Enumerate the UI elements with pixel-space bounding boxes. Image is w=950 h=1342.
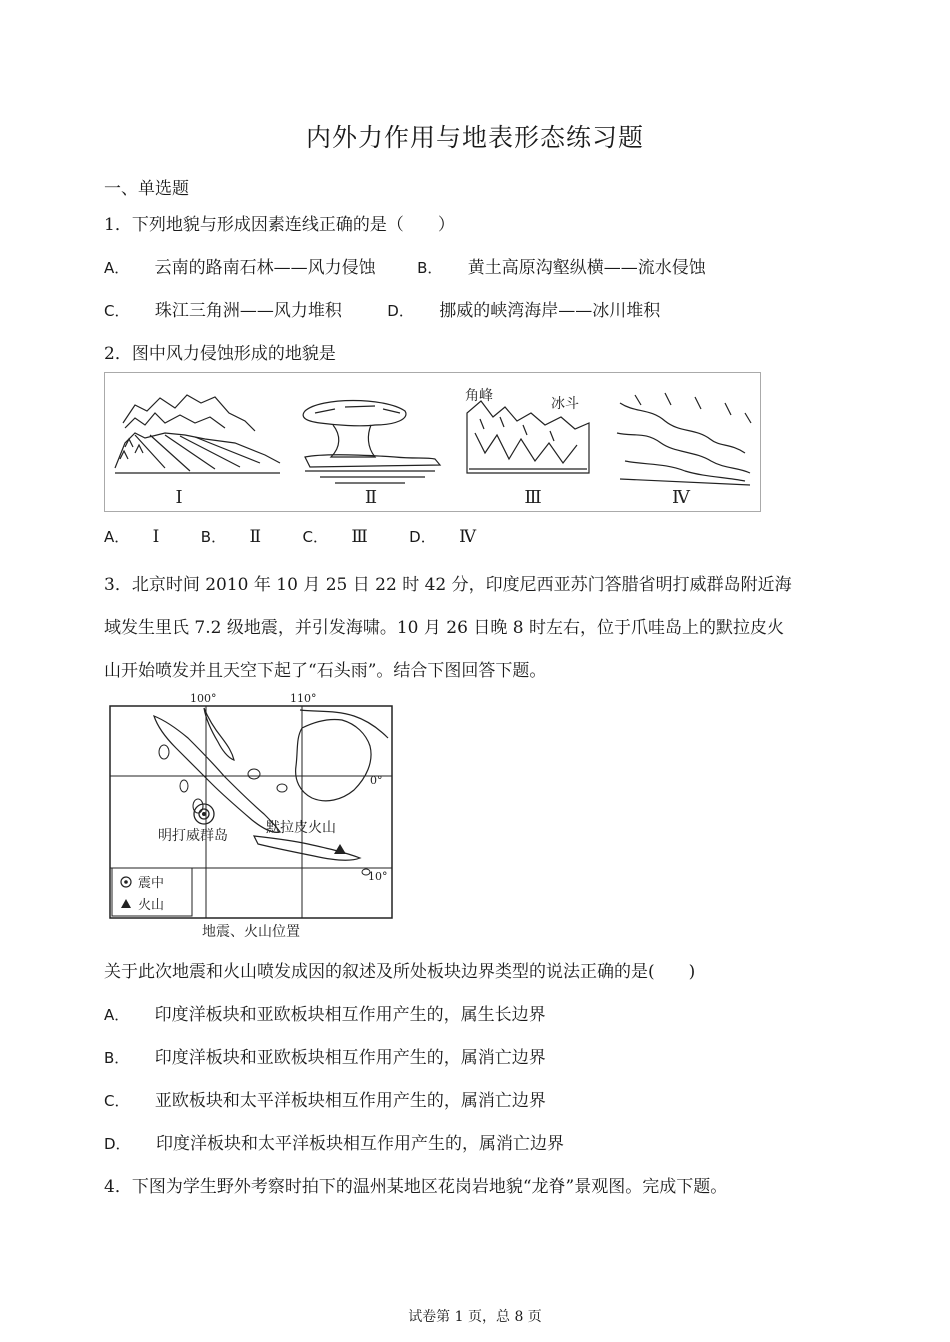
landform-figure xyxy=(104,372,761,512)
question-3-option-d xyxy=(104,1129,564,1154)
epicenter-dot xyxy=(202,812,206,816)
sketch-glacial-valley xyxy=(617,393,751,485)
lon-110-label: 110° xyxy=(290,692,317,705)
lon-100-label: 100° xyxy=(190,692,217,705)
option-d-text: 印度洋板块和太平洋板块相互作用产生的，属消亡边界 xyxy=(155,1134,564,1154)
option-b-text: 黄土高原沟壑纵横——流水侵蚀 xyxy=(467,258,706,278)
option-c-text: Ⅲ xyxy=(351,527,368,547)
option-d-label: D． xyxy=(409,528,436,546)
option-d-text: Ⅳ xyxy=(459,527,477,547)
option-a-text: 印度洋板块和亚欧板块相互作用产生的，属生长边界 xyxy=(154,1005,546,1025)
question-4-stem: 4．下图为学生野外考察时拍下的温州某地区花岗岩地貌“龙脊”景观图。完成下题。 xyxy=(104,1177,728,1197)
page-title: 内外力作用与地表形态练习题 xyxy=(305,123,644,152)
place-label-islands: 明打威群岛 xyxy=(158,828,228,844)
question-2-stem: 2．图中风力侵蚀形成的地貌是 xyxy=(104,344,336,364)
option-a-label: A． xyxy=(104,528,130,546)
option-c-label: C． xyxy=(104,1092,130,1110)
map-svg xyxy=(104,688,399,944)
option-c-text: 珠江三角洲——风力堆积 xyxy=(154,301,342,321)
sumatra-outline xyxy=(154,716,280,832)
option-b-text: Ⅱ xyxy=(249,527,262,547)
malay-peninsula-outline xyxy=(204,708,234,760)
option-a-label: A． xyxy=(104,1006,130,1024)
option-a-label: A． xyxy=(104,259,130,277)
question-3-stem-line3: 山开始喷发并且天空下起了“石头雨”。结合下图回答下题。 xyxy=(104,661,547,681)
earthquake-volcano-map xyxy=(104,688,399,944)
question-3-option-a xyxy=(104,1000,546,1025)
figure-numeral-4: Ⅳ xyxy=(672,487,690,508)
option-b-label: B． xyxy=(417,259,443,277)
figure-numeral-3: Ⅲ xyxy=(524,487,542,508)
option-b-label: B． xyxy=(200,528,227,546)
option-b-text: 印度洋板块和亚欧板块相互作用产生的，属消亡边界 xyxy=(154,1048,546,1068)
option-c-label: C． xyxy=(302,528,328,546)
question-3-option-c xyxy=(104,1086,546,1111)
lat-10-label: 10° xyxy=(368,870,388,883)
page-footer: 试卷第 1 页，总 8 页 xyxy=(408,1309,542,1325)
option-c-label: C． xyxy=(104,302,130,320)
legend-epicenter-label: 震中 xyxy=(138,876,165,891)
borneo-outline xyxy=(296,719,371,800)
question-3-stem-line1: 3．北京时间 2010 年 10 月 25 日 22 时 42 分，印度尼西亚苏门答腊省明打威群岛附近海 xyxy=(104,575,792,595)
place-label-volcano: 默拉皮火山 xyxy=(266,820,336,836)
question-1-stem: 1．下列地貌与形成因素连线正确的是（ ） xyxy=(104,215,455,235)
option-c-text: 亚欧板块和太平洋板块相互作用产生的，属消亡边界 xyxy=(154,1091,546,1111)
coast-north xyxy=(300,710,388,738)
question-2-options xyxy=(104,526,476,547)
option-d-label: D． xyxy=(104,1135,131,1153)
landform-sketches xyxy=(105,373,760,511)
figure-label-horn: 角峰 xyxy=(465,388,493,404)
island-2 xyxy=(180,780,188,792)
sketch-mushroom-rock xyxy=(303,401,440,484)
figure-numeral-1: Ⅰ xyxy=(175,487,183,508)
island-1 xyxy=(159,745,169,759)
figure-numeral-2: Ⅱ xyxy=(364,487,378,508)
island-4 xyxy=(248,769,260,779)
lat-0-label: 0° xyxy=(370,774,383,787)
java-outline xyxy=(254,836,360,860)
figure-label-cirque: 冰斗 xyxy=(551,396,579,412)
question-3-stem-line2: 域发生里氏 7.2 级地震，并引发海啸。10 月 26 日晚 8 时左右，位于爪哇岛上的默拉皮火 xyxy=(104,618,784,638)
option-a-text: Ⅰ xyxy=(152,527,160,547)
map-caption: 地震、火山位置 xyxy=(202,924,300,940)
option-b-label: B． xyxy=(104,1049,130,1067)
legend-volcano-label: 火山 xyxy=(138,898,165,913)
question-1-options-row1 xyxy=(104,253,706,278)
option-d-label: D． xyxy=(387,302,414,320)
question-3-question: 关于此次地震和火山喷发成因的叙述及所处板块边界类型的说法正确的是( ) xyxy=(104,962,696,982)
question-3-option-b xyxy=(104,1043,546,1068)
question-1-options-row2 xyxy=(104,296,660,321)
option-a-text: 云南的路南石林——风力侵蚀 xyxy=(154,258,376,278)
option-d-text: 挪威的峡湾海岸——冰川堆积 xyxy=(439,301,661,321)
island-5 xyxy=(277,784,287,792)
sketch-alluvial-fan xyxy=(115,395,280,473)
volcano-icon xyxy=(334,844,346,854)
section-heading: 一、单选题 xyxy=(104,179,189,199)
